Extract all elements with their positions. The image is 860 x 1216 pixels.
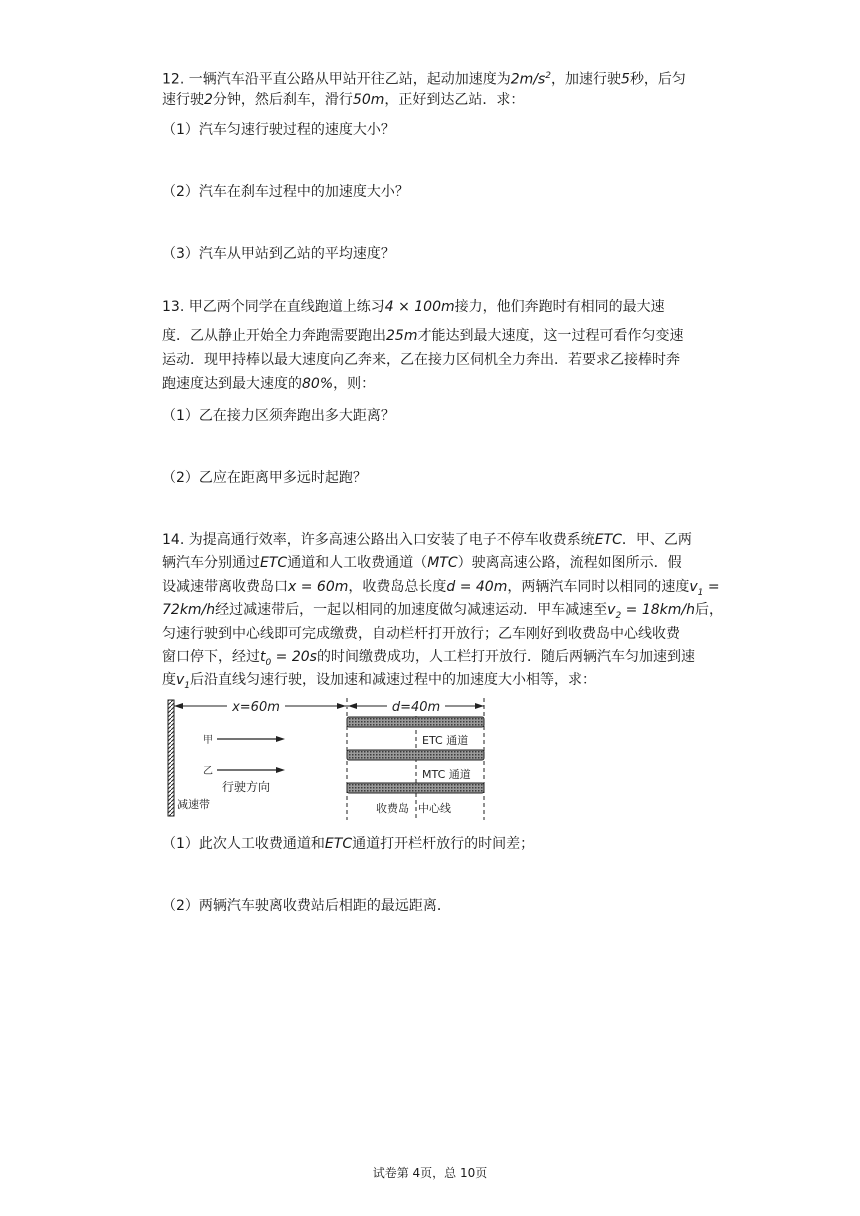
q14-mtc: MTC	[427, 555, 458, 571]
mtc-lane-label: MTC 通道	[422, 768, 471, 781]
q12-acceleration-exponent: 2	[545, 71, 552, 81]
q14-d-value: d = 40m	[446, 579, 508, 595]
q14-sub-1-etc: ETC	[324, 836, 353, 852]
q13-line-2-text-b: 才能达到最大速度，这一过程可看作匀变速	[417, 328, 684, 344]
q13-line-2-text-a: 度．乙从静止开始全力奔跑需要跑出	[162, 328, 386, 344]
toll-island-3	[347, 783, 484, 793]
q14-line-1	[162, 530, 692, 550]
q14-line-3-text-a: 设减速带离收费岛口	[162, 579, 288, 595]
q14-line-7-text-b: 后沿直线匀速行驶，设加速和减速过程中的加速度大小相等，求：	[190, 672, 597, 688]
q13-sub-1: （1）乙在接力区须奔跑出多大距离？	[162, 408, 395, 424]
q14-v1-symbol: v	[689, 579, 698, 595]
q12-uniform-minutes: 2	[204, 92, 213, 108]
q14-line-1-text-b: ．甲、乙两	[621, 532, 692, 548]
page-footer: 试卷第 4页，总 10页	[372, 1166, 488, 1180]
q14-line-6-text-a: 窗口停下，经过	[162, 649, 260, 665]
q14-line-2-text-a: 辆汽车分别通过	[162, 555, 260, 571]
q14-line-2-text-c: ）驶离高速公路，流程如图所示．假	[457, 555, 682, 571]
q13-line-1-text-a: 13. 甲乙两个同学在直线跑道上练习	[162, 299, 385, 315]
q14-v2-symbol: v	[607, 602, 616, 618]
q12-line-2	[162, 90, 524, 110]
car-b-label: 乙	[203, 766, 213, 777]
toll-island-label: 收费岛	[376, 802, 409, 815]
q14-v1-value: 72km/h	[162, 602, 216, 618]
q13-line-2	[162, 326, 683, 346]
q14-sub-1	[162, 834, 534, 854]
q14-sub-1-text-a: （1）此次人工收费通道和	[162, 836, 325, 852]
q14-sub-1-text-b: 通道打开栏杆放行的时间差；	[352, 836, 535, 852]
q14-v2-value: = 18km/h	[621, 602, 695, 618]
q13-line-4-text-a: 跑速度达到最大速度的	[162, 376, 302, 392]
car-a-label: 甲	[203, 735, 213, 746]
q14-line-2	[162, 553, 682, 573]
q12-slide-distance: 50m	[352, 92, 385, 108]
q14-t0-subscript: 0	[265, 657, 272, 668]
q14-line-5: 匀速行驶到中心线即可完成缴费，自动栏杆打开放行；乙车刚好到收费岛中心线收费	[162, 626, 680, 642]
q12-acceleration: 2m/s	[510, 71, 546, 88]
q13-line-4	[162, 374, 375, 394]
q13-line-4-text-b: ，则：	[333, 376, 376, 392]
q14-sub-2: （2）两辆汽车驶离收费站后相距的最远距离．	[162, 898, 451, 914]
toll-island-1	[347, 717, 484, 727]
centerline-label: 中心线	[418, 802, 451, 815]
speed-bump-bar	[168, 700, 174, 816]
etc-lane-label: ETC 通道	[422, 734, 469, 747]
q14-line-6-text-b: 的时间缴费成功，人工栏打开放行．随后两辆汽车匀加速到速	[316, 649, 695, 665]
q12-line-1-text-c: 秒，后匀	[629, 71, 686, 88]
q14-etc-2: ETC	[260, 555, 288, 571]
q14-line-1-text-a: 14. 为提高通行效率，许多高速公路出入口安装了电子不停车收费系统	[162, 532, 595, 548]
q12-sub-2: （2）汽车在刹车过程中的加速度大小？	[162, 184, 409, 200]
q13-relay: 4 × 100m	[384, 299, 455, 315]
q14-v1-equals: =	[703, 579, 720, 595]
q12-line-1-text-a: 12. 一辆汽车沿平直公路从甲站开往乙站，起动加速度为	[162, 71, 511, 88]
q13-sub-2: （2）乙应在距离甲多远时起跑？	[162, 470, 367, 486]
q12-line-1	[162, 66, 686, 90]
q12-accel-seconds: 5	[621, 71, 630, 88]
speed-bump-label: 减速带	[177, 798, 210, 811]
q13-distance: 25m	[386, 328, 418, 344]
q13-line-1	[162, 297, 665, 317]
x-dimension-label: x=60m	[232, 700, 280, 715]
q14-line-3-text-b: ，收费岛总长度	[348, 579, 447, 595]
d-dimension-label: d=40m	[391, 700, 441, 715]
q14-etc: ETC	[594, 532, 622, 548]
q14-line-4	[162, 600, 723, 626]
q14-line-7-text-a: 度	[162, 672, 176, 688]
q13-line-1-text-b: 接力，他们奔跑时有相同的最大速	[454, 299, 665, 315]
q12-line-1-text-b: ，加速行驶	[551, 71, 622, 88]
q14-line-4-text-b: 后，	[694, 602, 723, 618]
q12-line-2-text-a: 速行驶	[162, 92, 204, 108]
q14-v1-subscript: 1	[697, 587, 704, 598]
q14-line-6	[162, 647, 695, 673]
q12-sub-3: （3）汽车从甲站到乙站的平均速度？	[162, 246, 395, 262]
q14-line-2-text-b: 通道和人工收费通道（	[287, 555, 428, 571]
q14-v1-symbol-2: v	[176, 672, 185, 688]
q14-x-value: x = 60m	[288, 579, 349, 595]
q12-line-2-text-c: ，正好到达乙站．求：	[384, 92, 525, 108]
q13-line-3: 运动．现甲持棒以最大速度向乙奔来，乙在接力区伺机全力奔出．若要求乙接棒时奔	[162, 352, 680, 368]
q14-t0-symbol: t	[260, 649, 266, 665]
q12-line-2-text-b: 分钟，然后刹车，滑行	[212, 92, 353, 108]
q14-line-3	[162, 577, 720, 603]
toll-island-2	[347, 750, 484, 760]
toll-station-diagram	[163, 694, 493, 824]
q14-line-4-text-a: 经过减速带后，一起以相同的加速度做匀减速运动．甲车减速至	[215, 602, 608, 618]
q14-line-3-text-c: ，两辆汽车同时以相同的速度	[507, 579, 690, 595]
q14-v2-subscript: 2	[615, 610, 622, 621]
q12-sub-1: （1）汽车匀速行驶过程的速度大小？	[162, 122, 395, 138]
q14-t0-value: = 20s	[271, 649, 317, 665]
q13-percentage: 80%	[302, 376, 334, 392]
direction-label: 行驶方向	[222, 780, 271, 794]
q14-line-7	[162, 670, 596, 696]
q14-v1-subscript-2: 1	[184, 680, 191, 691]
